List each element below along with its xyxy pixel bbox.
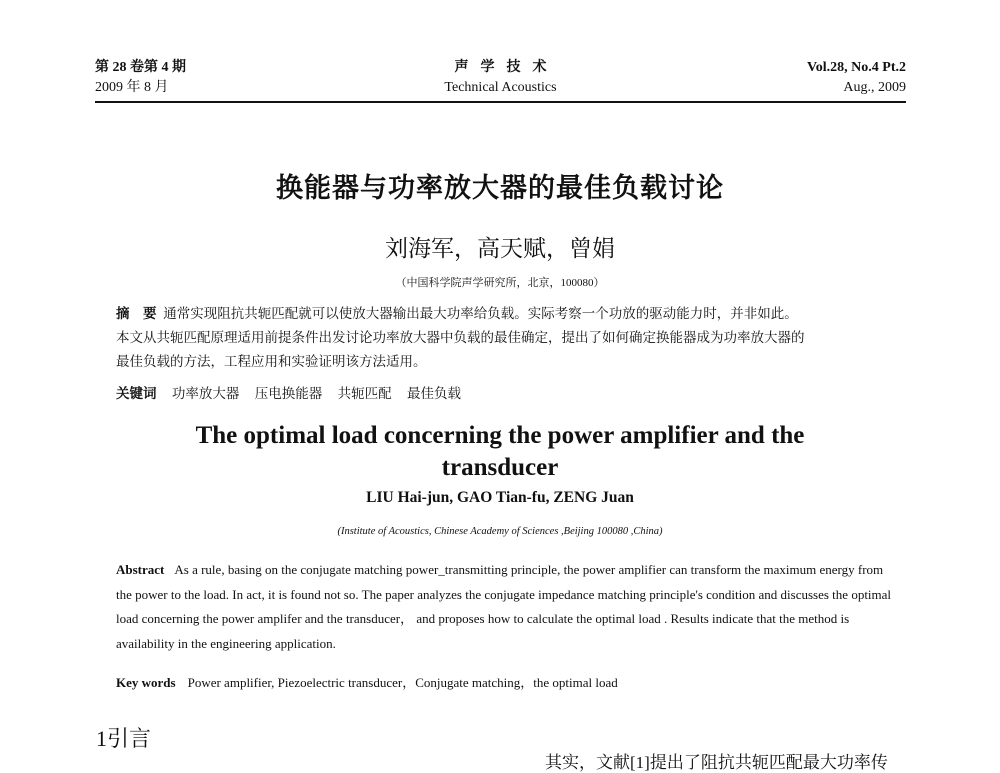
volume-cn: 第 28 卷第 4 期 [95, 60, 186, 75]
abstract-cn [116, 302, 892, 374]
header-right [807, 58, 906, 98]
affiliation-cn: （中国科学院声学研究所，北京，100080） [395, 277, 605, 289]
paper-title-cn: 换能器与功率放大器的最佳负载讨论 [276, 173, 724, 204]
keywords-cn-label: 关键词 [116, 386, 157, 402]
keyword-cn: 共轭匹配 [337, 386, 392, 401]
header-center [95, 58, 906, 98]
authors-cn: 刘海军，高天赋，曾娟 [385, 236, 615, 261]
paper-title-en [150, 420, 850, 484]
body-text-snippet: 其实，文献[1]提出了阻抗共轭匹配最大功率传 [545, 753, 888, 772]
keyword-cn: 压电换能器 [254, 386, 323, 401]
keywords-en [116, 672, 892, 691]
journal-name-cn: 声学技术 [454, 60, 559, 75]
affiliation-en: (Institute of Acoustics, Chinese Academy of Sciences ,Beijing 100080 ,China) [337, 526, 663, 537]
abstract-en-text: As a rule, basing on the conjugate matching power_transmitting principle, the power amplifier can transform the maximum energy from the power to the load. In act, it is found not so. The paper analyzes the conjugate impedance matching principle's condition and discusses the optimal load concerning the power amplifer and the transducer， and proposes how to calculate the optimal load . Results indicate that the method is availability in the engineering application. [116, 562, 892, 651]
header-rule [95, 101, 906, 103]
keyword-cn: 功率放大器 [171, 386, 240, 401]
paper-title-en-line-2: transducer [441, 454, 559, 481]
date-en: Aug., 2009 [843, 80, 906, 95]
abstract-cn-text-1: 通常实现阻抗共轭匹配就可以使放大器输出最大功率给负载。实际考察一个功放的驱动能力时，并非如此。 [163, 306, 798, 321]
abstract-cn-line-2: 本文从共轭匹配原理适用前提条件出发讨论功率放大器中负载的最佳确定，提出了如何确定换能器成为功率放大器的 [116, 330, 805, 345]
journal-header [95, 58, 906, 102]
abstract-cn-line-3: 最佳负载的方法，工程应用和实验证明该方法适用。 [116, 354, 427, 369]
authors-en: LIU Hai-jun, GAO Tian-fu, ZENG Juan [366, 489, 634, 506]
section-heading: 1引言 [96, 726, 152, 751]
volume-en: Vol.28, No.4 Pt.2 [806, 60, 906, 75]
abstract-en [116, 558, 892, 656]
keyword-cn: 最佳负载 [407, 386, 461, 401]
date-cn: 2009 年 8 月 [95, 80, 169, 95]
keywords-cn [116, 384, 892, 404]
abstract-en-label: Abstract [116, 562, 165, 577]
keywords-en-text: Power amplifier, Piezoelectric transducer，Conjugate matching，the optimal load [187, 675, 618, 690]
keywords-en-label: Key words [116, 675, 176, 690]
paper-title-en-line-1: The optimal load concerning the power amplifier and the [195, 422, 805, 449]
abstract-cn-label: 摘 要 [116, 306, 157, 322]
abstract-cn-line-1 [116, 302, 892, 326]
journal-name-en: Technical Acoustics [444, 80, 557, 95]
